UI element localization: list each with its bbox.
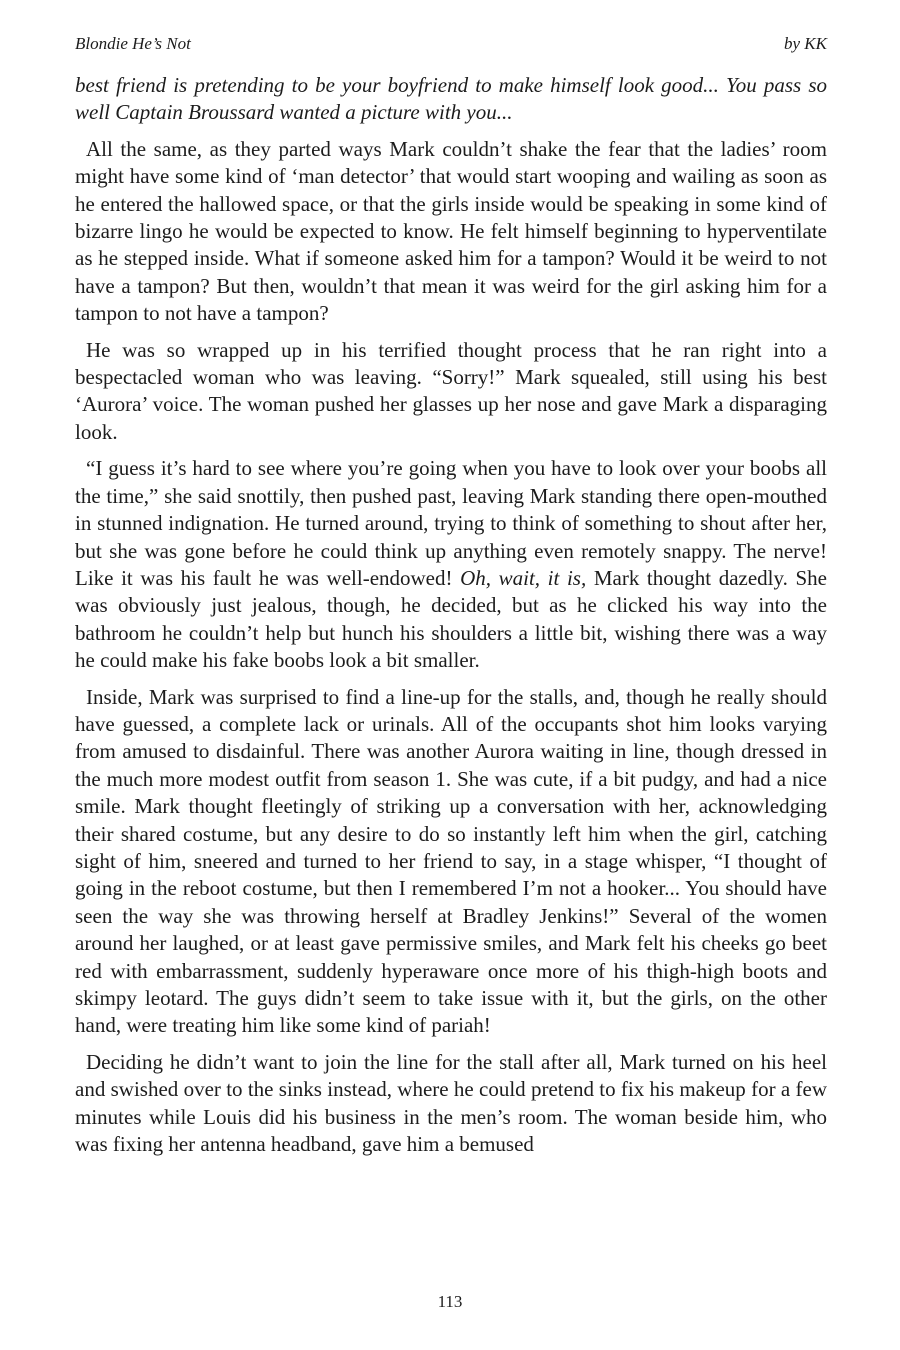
paragraph: Inside, Mark was surprised to find a line-up for the stalls, and, though he really should have guessed, a complete lack or urinals. All of the occupants shot him looks varying from amused to disdainful. There was another Aurora waiting in line, though dressed in the much more modest outfit from season 1. She was cute, if a bit pudgy, and had a nice smile. Mark thought fleetingly of striking up a conversation with her, acknowledging their shared costume, but any desire to do so instantly left him when the girl, catching sight of him, sneered and turned to her friend to say, in a stage whisper, “I thought of going in the reboot costume, but then I remembered I’m not a hooker... You should have seen the way she was throwing herself at Bradley Jenkins!” Several of the women around her laughed, or at least gave permissive smiles, and Mark felt his cheeks go beet red with embarrassment, suddenly hyperaware once more of his thigh-high boots and skimpy leotard. The guys didn’t seem to take issue with it, but the girls, on the other hand, were treating him like some kind of pariah! (75, 684, 827, 1038)
paragraph-continued: best friend is pretending to be your boyfriend to make himself look good... You pass so well Captain Broussard wanted a picture with you... (75, 73, 827, 125)
paragraph: Deciding he didn’t want to join the line for the stall after all, Mark turned on his heel and swished over to the sinks instead, where he could pretend to fix his makeup for a few minutes while Louis did his business in the men’s room. The woman beside him, who was fixing her antenna headband, gave him a bemused (75, 1049, 827, 1157)
paragraph-text: “I guess it’s hard to see where you’re going when you have to look over your boobs all the time,” she said snottily, then pushed past, leaving Mark standing there open-mouthed in stunned indignation. He turned around, trying to think of something to shout after her, but she was gone before he could think up anything even remotely snappy. The nerve! Like it was his fault he was well-endowed! (75, 456, 827, 590)
running-header (75, 34, 827, 58)
author-byline: by KK (784, 34, 827, 53)
italic-thought: Oh, wait, it is, (460, 565, 587, 590)
paragraph: All the same, as they parted ways Mark couldn’t shake the fear that the ladies’ room might have some kind of ‘man detector’ that would start wooping and wailing as soon as he entered the hallowed space, or that the girls inside would be speaking in some kind of bizarre lingo he would be expected to know. He felt himself beginning to hyperventilate as he stepped inside. What if someone asked him for a tampon? Would it be weird to not have a tampon? But then, wouldn’t that mean it was weird for the girl asking him for a tampon to not have a tampon? (75, 136, 827, 326)
page-body (75, 72, 827, 1167)
paragraph (75, 455, 827, 674)
book-title: Blondie He’s Not (75, 34, 191, 53)
paragraph-text: Mark thought dazedly. She was obviously just jealous, though, he decided, but as he clicked his way into the bathroom he couldn’t help but hunch his shoulders a little bit, wishing there was a way he could make his fake boobs look a bit smaller. (75, 565, 827, 673)
paragraph: He was so wrapped up in his terrified thought process that he ran right into a bespectacled woman who was leaving. “Sorry!” Mark squealed, still using his best ‘Aurora’ voice. The woman pushed her glasses up her nose and gave Mark a disparaging look. (75, 337, 827, 444)
page-number: 113 (437, 1292, 463, 1311)
